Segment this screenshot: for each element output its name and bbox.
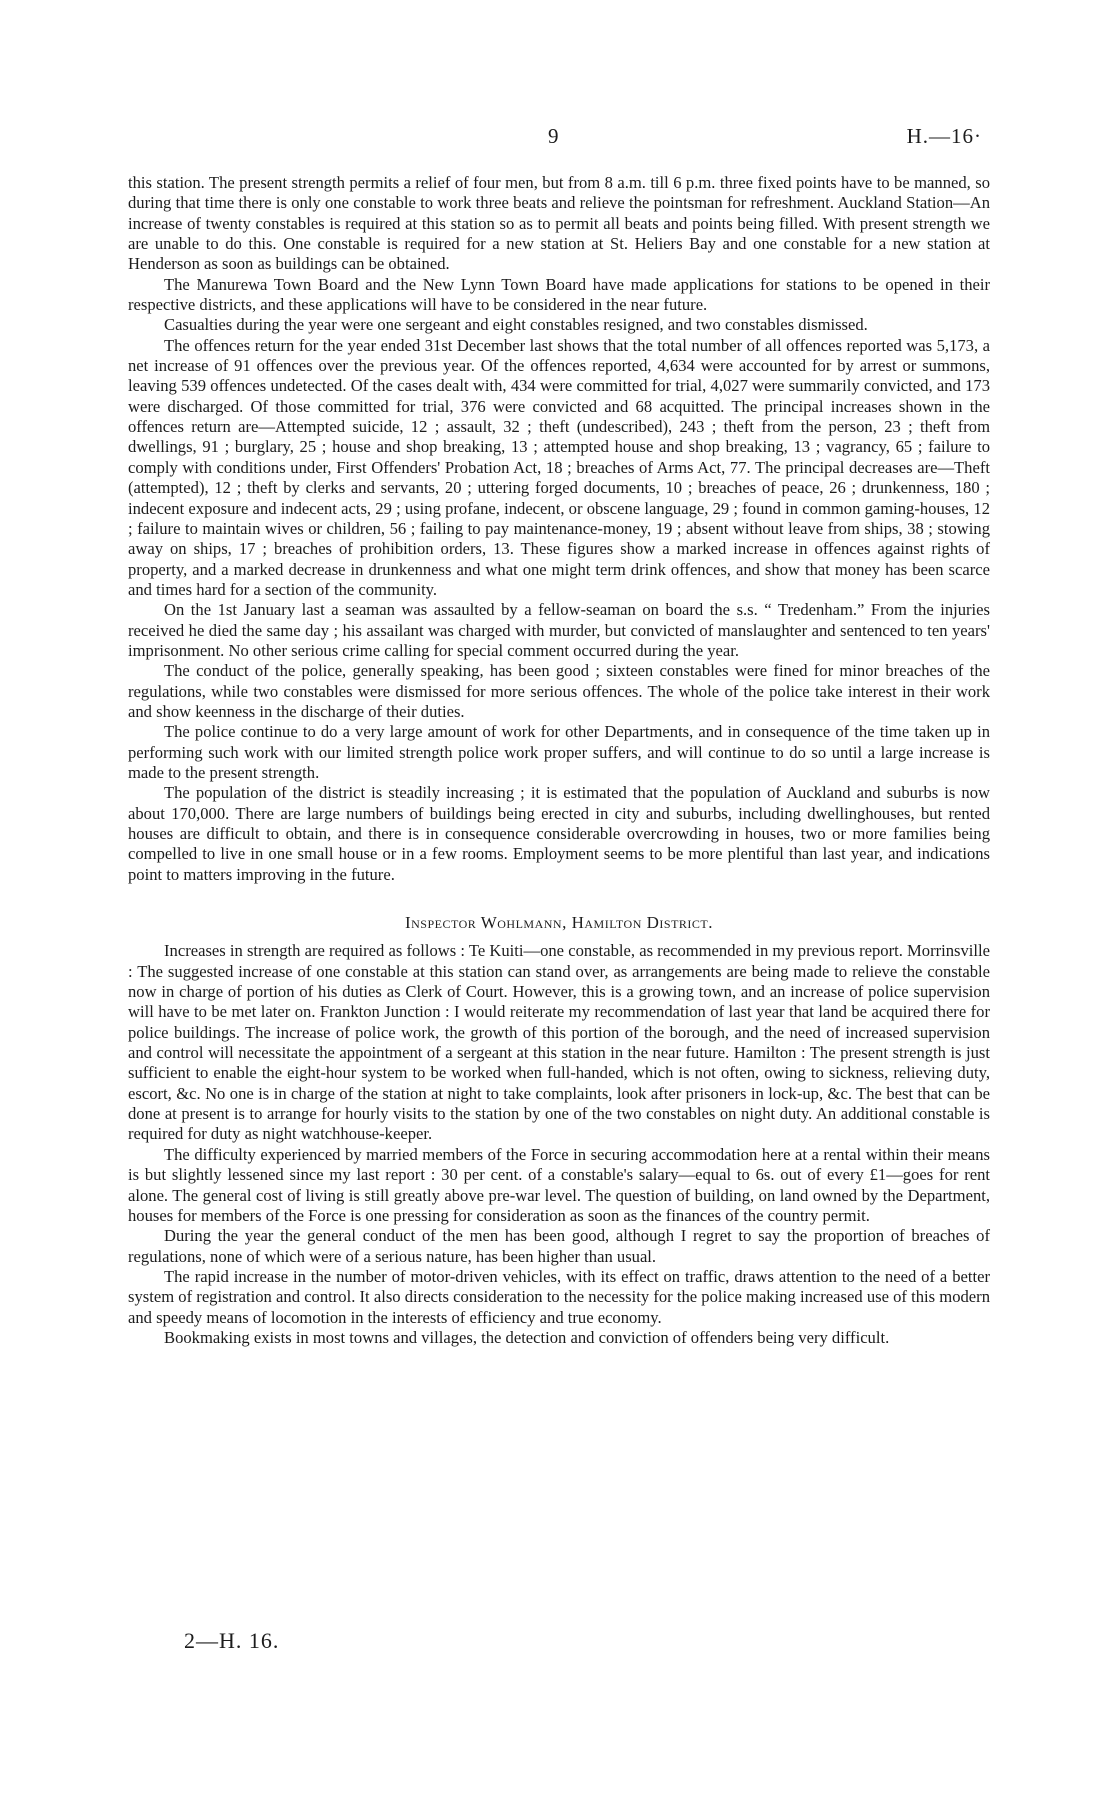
paragraph: Increases in strength are required as follows : Te Kuiti—one constable, as recommended in my previous report. Morrinsville : The suggested increase of one constable at this station can stand over, as arrangements are being made to relieve the constable now in charge of portion of his duties as Clerk of Court. However, this is a growing town, and an increase of police supervision will have to be met later on. Frankton Junction : I would reiterate my recommendation of last year that land be acquired there for police buildings. The increase of police work, the growth of this portion of the borough, and the need of increased supervision and control will necessitate the appointment of a sergeant at this station in the near future. Hamilton : The present strength is just sufficient to enable the eight-hour system to be worked when full-handed, which is not often, owing to sickness, relieving duty, escort, &c. No one is in charge of the station at night to take complaints, look after prisoners in lock-up, &c. The best that can be done at present is to arrange for hourly visits to the station by one of the two constables on night duty. An additional constable is required for duty as night watchhouse-keeper. (128, 941, 990, 1144)
paragraph: The population of the district is steadily increasing ; it is estimated that the population of Auckland and suburbs is now about 170,000. There are large numbers of buildings being erected in city and suburbs, including dwellinghouses, but rented houses are difficult to obtain, and there is in consequence considerable overcrowding in houses, two or more families being compelled to live in one small house or in a few rooms. Employment seems to be more plentiful than last year, and indications point to matters improving in the future. (128, 783, 990, 884)
paragraph: The conduct of the police, generally speaking, has been good ; sixteen constables were fined for minor breaches of the regulations, while two constables were dismissed for more serious offences. The whole of the police take interest in their work and show keenness in the discharge of their duties. (128, 661, 990, 721)
paragraph: The difficulty experienced by married members of the Force in securing accommodation here at a rental within their means is but slightly lessened since my last report : 30 per cent. of a constable's salary—equal to 6s. out of every £1—goes for rent alone. The general cost of living is still greatly above pre-war level. The question of building, on land owned by the Department, houses for members of the Force is one pressing for consideration as soon as the finances of the country permit. (128, 1144, 990, 1225)
document-reference: H.—16· (906, 124, 982, 148)
paragraph: On the 1st January last a seaman was assaulted by a fellow-seaman on board the s.s. “ Tredenham.” From the injuries received he died the same day ; his assailant was charged with murder, but convicted of manslaughter and sentenced to ten years' imprisonment. No other serious crime calling for special comment occurred during the year. (128, 600, 990, 660)
paragraph: During the year the general conduct of the men has been good, although I regret to say the proportion of breaches of regulations, none of which were of a serious nature, has been higher than usual. (128, 1226, 990, 1266)
paragraph: The rapid increase in the number of motor-driven vehicles, with its effect on traffic, draws attention to the need of a better system of registration and control. It also directs consideration to the necessity for the police making increased use of this modern and speedy means of locomotion in the interests of efficiency and true economy. (128, 1266, 990, 1327)
page-number: 9 (548, 124, 559, 148)
page-header (0, 124, 1114, 154)
paragraph: this station. The present strength permits a relief of four men, but from 8 a.m. till 6 p.m. three fixed points have to be manned, so during that time there is only one constable to work three beats and relieve the pointsman for refreshment. Auckland Station—An increase of twenty constables is required at this station so as to permit all beats and points being filled. With present strength we are unable to do this. One constable is required for a new station at St. Heliers Bay and one constable for a new station at Henderson as soon as buildings can be obtained. (128, 173, 990, 274)
document-body (128, 173, 990, 1348)
paragraph: The offences return for the year ended 31st December last shows that the total number of all offences reported was 5,173, a net increase of 91 offences over the previous year. Of the offences reported, 4,634 were accounted for by arrest or summons, leaving 539 offences undetected. Of the cases dealt with, 434 were committed for trial, 4,027 were summarily convicted, and 173 were discharged. Of those committed for trial, 376 were convicted and 68 acquitted. The principal increases shown in the offences return are—Attempted suicide, 12 ; assault, 32 ; theft (undescribed), 243 ; theft from the person, 23 ; theft from dwellings, 91 ; burglary, 25 ; house and shop breaking, 13 ; attempted house and shop breaking, 13 ; vagrancy, 65 ; failure to comply with conditions under, First Offenders' Probation Act, 18 ; breaches of Arms Act, 77. The principal decreases are—Theft (attempted), 12 ; theft by clerks and servants, 20 ; uttering forged documents, 10 ; breaches of peace, 26 ; drunkenness, 180 ; indecent exposure and indecent acts, 29 ; using profane, indecent, or obscene language, 29 ; found in common gaming-houses, 12 ; failure to maintain wives or children, 56 ; failing to pay maintenance-money, 19 ; absent without leave from ships, 38 ; stowing away on ships, 17 ; breaches of prohibition orders, 13. These figures show a marked increase in offences against rights of property, and a marked decrease in drunkenness and what one might term drink offences, and show that money has been scarce and times hard for a section of the community. (128, 335, 990, 599)
section-heading: Inspector Wohlmann, Hamilton District. (404, 913, 713, 933)
footer-signature-ref: 2—H. 16. (184, 1628, 280, 1653)
paragraph: Bookmaking exists in most towns and villages, the detection and conviction of offenders being very difficult. (164, 1327, 890, 1347)
paragraph: The Manurewa Town Board and the New Lynn Town Board have made applications for stations to be opened in their respective districts, and these applications will have to be considered in the near future. (128, 274, 990, 315)
paragraph: Casualties during the year were one sergeant and eight constables resigned, and two constables dismissed. (164, 315, 868, 335)
paragraph: The police continue to do a very large amount of work for other Departments, and in consequence of the time taken up in performing such work with our limited strength police work proper suffers, and will continue to do so until a large increase is made to the present strength. (128, 722, 990, 782)
